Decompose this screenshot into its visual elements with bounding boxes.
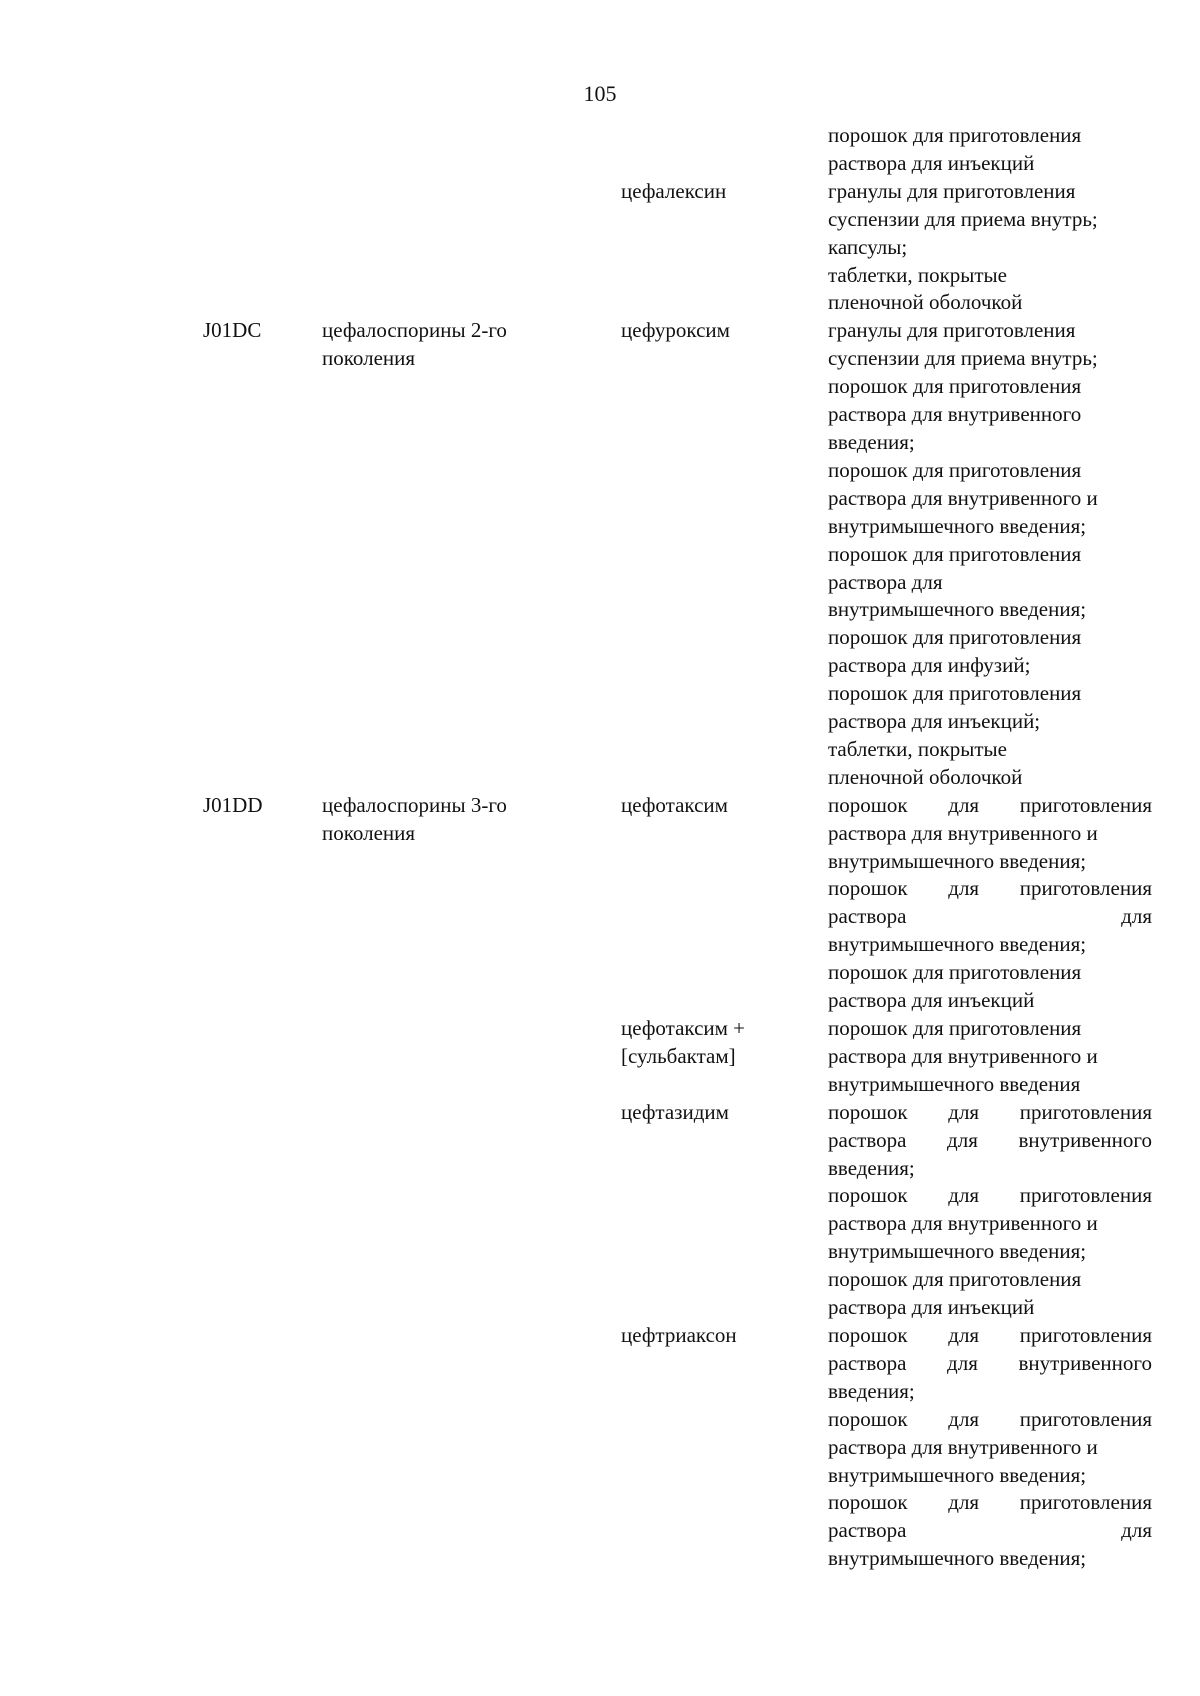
dosage-form-line: раствора для внутривенного и [828,1043,1098,1068]
table-row [0,792,1200,1015]
dosage-form-line: порошок для приготовления [828,625,1082,650]
dosage-form-line: порошок для приготовления [828,792,1152,817]
dosage-form-line: раствора для внутривенного и [828,820,1098,845]
dosage-form-line: пленочной оболочкой [828,290,1023,315]
drug-name-cell: цефтриаксон [621,1322,737,1347]
table-row [0,1015,1200,1099]
dosage-form-line: раствора для внутривенного и [828,1434,1098,1459]
dosage-form-line: внутримышечного введения; [828,848,1087,873]
table-row [0,178,1200,318]
dosage-form-line: порошок для приготовления [828,374,1082,399]
dosage-form-line: гранулы для приготовления [828,178,1076,203]
dosage-form-line: порошок для приготовления [828,1183,1152,1208]
dosage-form-line: внутримышечного введения; [828,1239,1087,1264]
table-row [0,1099,1200,1322]
atc-code-cell: J01DC [203,318,262,343]
dosage-form-line: раствора для внутривенного и [828,1211,1098,1236]
dosage-form-line: раствора для внутривенного и [828,485,1098,510]
dosage-form-line: внутримышечного введения; [828,1546,1087,1571]
dosage-form-line: введения; [828,429,915,454]
dosage-form-line: капсулы; [828,234,908,259]
dosage-form-line: порошок для приготовления [828,876,1152,901]
dosage-form-line: порошок для приготовления [828,541,1082,566]
dosage-form-line: гранулы для приготовления [828,318,1076,343]
dosage-form-line: раствора для внутривенного [828,1350,1152,1375]
dosage-form-line: таблетки, покрытые [828,262,1007,287]
dosage-form-line: раствора для инъекций [828,150,1035,175]
dosage-form-line: порошок для приготовления [828,960,1082,985]
dosage-form-line: порошок для приготовления [828,123,1082,147]
drug-group-cell: цефалоспорины 3-го поколения [322,792,507,845]
drug-name-cell: цефотаксим + [сульбактам] [621,1016,746,1068]
dosage-form-line: порошок для приготовления [828,1322,1152,1347]
dosage-forms-cell [828,1322,1152,1573]
dosage-forms-cell [828,122,1152,178]
drug-name-cell: цефалексин [621,178,727,203]
drug-name-cell: цефтазидим [621,1099,729,1124]
dosage-form-line: раствора для внутривенного [828,402,1082,427]
dosage-forms-cell [828,178,1152,318]
dosage-forms-cell [828,317,1152,791]
table-row [0,122,1200,178]
drug-name-cell: цефотаксим [621,792,728,817]
dosage-form-line: раствора для [828,569,943,594]
dosage-form-line: внутримышечного введения; [828,513,1087,538]
dosage-form-line: раствора для инъекций [828,988,1035,1013]
dosage-forms-cell [828,1015,1152,1099]
dosage-form-line: порошок для приготовления [828,681,1082,706]
dosage-form-line: суспензии для приема внутрь; [828,346,1098,371]
dosage-forms-cell [828,792,1152,1015]
dosage-form-line: суспензии для приема внутрь; [828,206,1098,231]
dosage-form-line: раствора для [828,1518,1152,1543]
table-row [0,1322,1200,1573]
dosage-form-line: раствора для [828,904,1152,929]
dosage-forms-cell [828,1099,1152,1322]
dosage-form-line: порошок для приготовления [828,1406,1152,1431]
drug-name-cell: цефуроксим [621,318,730,343]
atc-code-cell: J01DD [203,792,263,817]
dosage-form-line: порошок для приготовления [828,457,1082,482]
dosage-form-line: порошок для приготовления [828,1490,1152,1515]
dosage-form-line: введения; [828,1378,915,1403]
dosage-form-line: внутримышечного введения; [828,597,1087,622]
dosage-form-line: внутримышечного введения; [828,932,1087,957]
dosage-form-line: раствора для внутривенного [828,1127,1152,1152]
dosage-form-line: введения; [828,1155,915,1180]
dosage-form-line: порошок для приготовления [828,1267,1082,1292]
drug-table [0,122,1200,1573]
dosage-form-line: внутримышечного введения; [828,1462,1087,1487]
dosage-form-line: таблетки, покрытые [828,736,1007,761]
dosage-form-line: порошок для приготовления [828,1016,1082,1040]
dosage-form-line: раствора для инъекций [828,1295,1035,1320]
dosage-form-line: раствора для инфузий; [828,653,1031,678]
table-row [0,317,1200,791]
dosage-form-line: пленочной оболочкой [828,764,1023,789]
dosage-form-line: порошок для приготовления [828,1099,1152,1124]
drug-group-cell: цефалоспорины 2-го поколения [322,318,507,371]
dosage-form-line: раствора для инъекций; [828,709,1041,734]
dosage-form-line: внутримышечного введения [828,1071,1081,1096]
page-number: 105 [583,81,617,106]
